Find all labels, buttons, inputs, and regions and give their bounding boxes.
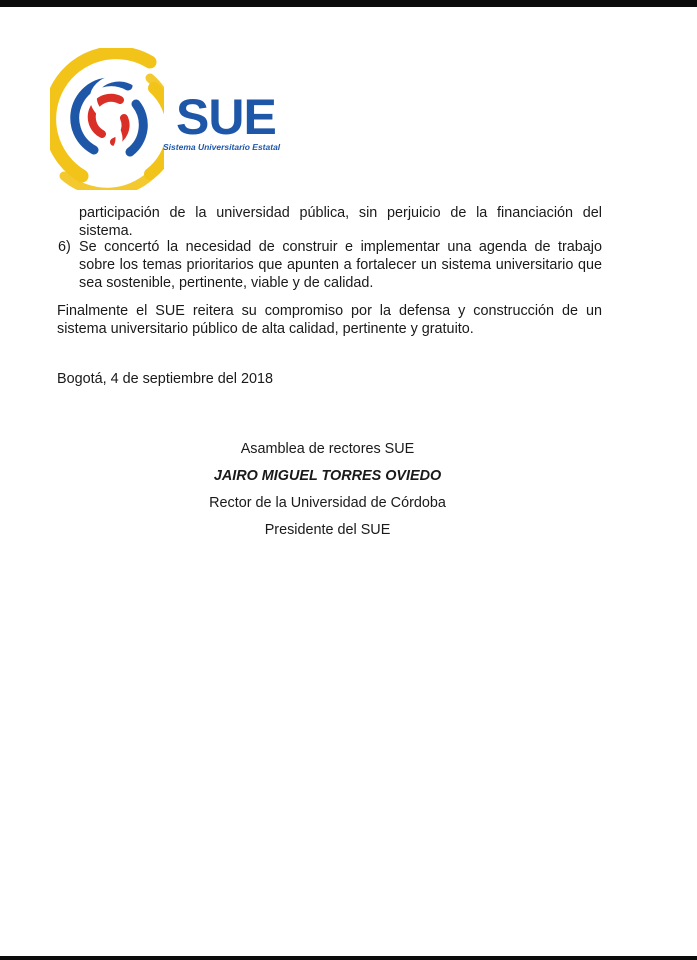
signature-assembly: Asamblea de rectores SUE bbox=[240, 441, 415, 457]
top-border bbox=[0, 0, 697, 7]
document-date: Bogotá, 4 de septiembre del 2018 bbox=[57, 371, 274, 387]
signature-title: Presidente del SUE bbox=[264, 522, 391, 538]
bottom-border bbox=[0, 956, 697, 960]
list-item-number: 6) bbox=[58, 239, 71, 255]
signature-role: Rector de la Universidad de Córdoba bbox=[209, 495, 446, 511]
logo-tagline: Sistema Universitario Estatal bbox=[163, 142, 281, 152]
logo-wordmark: SUE bbox=[176, 89, 276, 145]
signature-name: JAIRO MIGUEL TORRES OVIEDO bbox=[213, 468, 442, 484]
paragraph-continuation: participación de la universidad pública, sin perjuicio de la financiación del sistema. bbox=[79, 205, 602, 239]
sue-spiral-icon bbox=[50, 48, 164, 190]
closing-paragraph: Finalmente el SUE reitera su compromiso por la defensa y construcción de un sistema universitario público de alta calidad, pertinente y gratuito. bbox=[57, 303, 602, 337]
sue-logo bbox=[50, 48, 290, 190]
list-item-text: Se concertó la necesidad de construir e implementar una agenda de trabajo sobre los temas prioritarios que apunten a fortalecer un sistema universitario que sea sostenible, pertinente, viable y de calidad. bbox=[79, 239, 602, 291]
